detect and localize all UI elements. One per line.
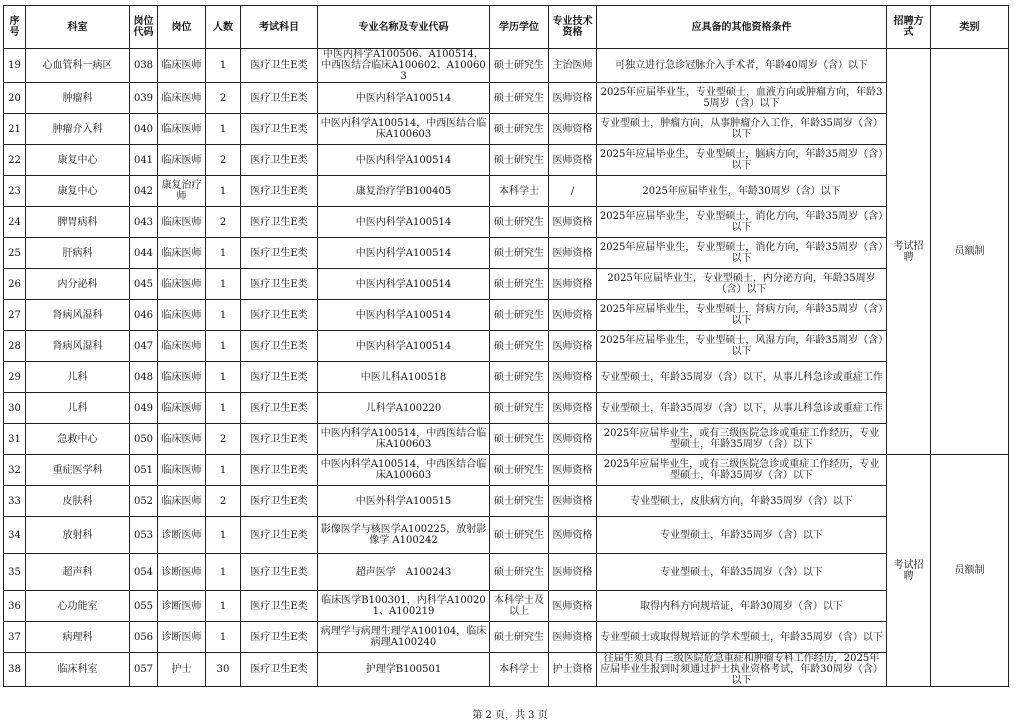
cell-qualification: 医师资格 [549,238,597,269]
table-row [4,653,1009,687]
cell-major: 护理学B100501 [318,653,490,687]
cell-row-index: 35 [4,554,26,591]
cell-qualification: 医师资格 [549,207,597,238]
cell-headcount: 1 [206,300,241,331]
cell-method-merged: 考试招聘 [887,49,931,455]
cell-major: 中医内科学A100514，中西医结合临床A100603 [318,455,490,486]
cell-department: 临床科室 [26,653,130,687]
cell-category-merged: 员额制 [931,49,1009,455]
table-row [4,114,1009,145]
cell-post: 诊断医师 [158,554,206,591]
cell-degree: 硕士研究生 [490,145,549,176]
cell-requirements: 专业型硕士，年龄35周岁（含）以下，从事儿科急诊或重症工作 [597,393,887,424]
cell-department: 重症医学科 [26,455,130,486]
cell-headcount: 2 [206,83,241,114]
cell-post: 临床医师 [158,362,206,393]
cell-headcount: 1 [206,393,241,424]
cell-qualification: 医师资格 [549,591,597,622]
cell-exam-subject: 医疗卫生E类 [241,455,318,486]
page-footer: 第 2 页，共 3 页 [472,710,548,721]
cell-department: 肝病科 [26,238,130,269]
cell-exam-subject: 医疗卫生E类 [241,83,318,114]
cell-post-code: 039 [130,83,158,114]
cell-qualification: / [549,176,597,207]
cell-department: 超声科 [26,554,130,591]
cell-post: 临床医师 [158,238,206,269]
cell-major: 临床医学B100301，内科学A100201、A100219 [318,591,490,622]
cell-headcount: 1 [206,114,241,145]
header-col-department: 科室 [26,6,130,49]
cell-major: 中医内科学A100506、A100514，中西医结合临床A100602、A100603 [318,49,490,83]
table-row [4,83,1009,114]
cell-department: 肿瘤科 [26,83,130,114]
table-row [4,486,1009,517]
cell-post-code: 038 [130,49,158,83]
cell-major: 康复治疗学B100405 [318,176,490,207]
cell-post-code: 055 [130,591,158,622]
cell-method-merged: 考试招聘 [887,455,931,687]
cell-post: 临床医师 [158,424,206,455]
cell-post-code: 044 [130,238,158,269]
cell-row-index: 33 [4,486,26,517]
cell-requirements: 2025年应届毕业生，专业型硕士，血液方向或肿瘤方向，年龄35周岁（含）以下 [597,83,887,114]
cell-post-code: 042 [130,176,158,207]
cell-qualification: 医师资格 [549,455,597,486]
cell-post-code: 053 [130,517,158,554]
cell-post-code: 043 [130,207,158,238]
cell-degree: 硕士研究生 [490,49,549,83]
table-row [4,300,1009,331]
cell-qualification: 医师资格 [549,269,597,300]
cell-department: 心血管科一病区 [26,49,130,83]
cell-degree: 硕士研究生 [490,424,549,455]
cell-headcount: 2 [206,145,241,176]
table-row [4,207,1009,238]
cell-major: 中医外科学A100515 [318,486,490,517]
cell-post: 护士 [158,653,206,687]
cell-row-index: 32 [4,455,26,486]
cell-department: 病理科 [26,622,130,653]
cell-row-index: 27 [4,300,26,331]
table-row [4,591,1009,622]
cell-row-index: 24 [4,207,26,238]
cell-exam-subject: 医疗卫生E类 [241,145,318,176]
cell-post: 临床医师 [158,49,206,83]
cell-post: 临床医师 [158,486,206,517]
cell-qualification: 医师资格 [549,517,597,554]
cell-post: 诊断医师 [158,591,206,622]
cell-requirements: 取得内科方向规培证，年龄30周岁（含）以下 [597,591,887,622]
cell-exam-subject: 医疗卫生E类 [241,331,318,362]
cell-major: 中医内科学A100514 [318,145,490,176]
cell-qualification: 医师资格 [549,424,597,455]
cell-qualification: 医师资格 [549,114,597,145]
cell-headcount: 1 [206,362,241,393]
cell-major: 中医内科学A100514 [318,207,490,238]
cell-degree: 硕士研究生 [490,238,549,269]
cell-headcount: 1 [206,238,241,269]
cell-major: 中医内科学A100514，中西医结合临床A100603 [318,424,490,455]
cell-post-code: 056 [130,622,158,653]
cell-post: 康复治疗师 [158,176,206,207]
cell-headcount: 2 [206,424,241,455]
table-row [4,49,1009,83]
cell-headcount: 1 [206,455,241,486]
table-row [4,622,1009,653]
cell-headcount: 1 [206,622,241,653]
cell-headcount: 30 [206,653,241,687]
cell-degree: 硕士研究生 [490,114,549,145]
cell-post-code: 049 [130,393,158,424]
cell-major: 中医内科学A100514 [318,331,490,362]
header-col-post-code: 岗位代码 [130,6,158,49]
cell-post-code: 050 [130,424,158,455]
cell-exam-subject: 医疗卫生E类 [241,49,318,83]
cell-row-index: 23 [4,176,26,207]
cell-row-index: 25 [4,238,26,269]
cell-requirements: 专业型硕士，年龄35周岁（含）以下 [597,554,887,591]
cell-major: 病理学与病理生理学A100104，临床病理A100240 [318,622,490,653]
cell-degree: 硕士研究生 [490,393,549,424]
cell-department: 康复中心 [26,176,130,207]
header-col-degree: 学历学位 [490,6,549,49]
cell-post: 临床医师 [158,114,206,145]
cell-requirements: 专业型硕士，肿瘤方向，从事肿瘤介入工作，年龄35周岁（含）以下 [597,114,887,145]
cell-degree: 硕士研究生 [490,362,549,393]
cell-requirements: 2025年应届毕业生，专业型硕士，脑病方向，年龄35周岁（含）以下 [597,145,887,176]
cell-major: 影像医学与核医学A100225，放射影像学 A100242 [318,517,490,554]
cell-post: 诊断医师 [158,622,206,653]
cell-post: 诊断医师 [158,517,206,554]
header-col-requirements: 应具备的其他资格条件 [597,6,887,49]
cell-department: 放射科 [26,517,130,554]
cell-headcount: 1 [206,269,241,300]
cell-degree: 硕士研究生 [490,300,549,331]
cell-requirements: 专业型硕士，年龄35周岁（含）以下 [597,517,887,554]
cell-degree: 本科学士 [490,176,549,207]
cell-requirements: 2025年应届毕业生，专业型硕士，消化方向，年龄35周岁（含）以下 [597,207,887,238]
cell-department: 肾病风湿科 [26,331,130,362]
cell-headcount: 1 [206,591,241,622]
cell-requirements: 2025年应届毕业生，或有三级医院急诊或重症工作经历，专业型硕士，年龄35周岁（含）以下 [597,455,887,486]
cell-qualification: 医师资格 [549,145,597,176]
cell-requirements: 专业型硕士，年龄35周岁（含）以下，从事儿科急诊或重症工作 [597,362,887,393]
cell-major: 中医内科学A100514 [318,238,490,269]
cell-major: 中医内科学A100514 [318,300,490,331]
cell-degree: 硕士研究生 [490,207,549,238]
table-row [4,176,1009,207]
cell-department: 内分泌科 [26,269,130,300]
cell-degree: 硕士研究生 [490,83,549,114]
table-row [4,393,1009,424]
cell-post-code: 051 [130,455,158,486]
cell-department: 心功能室 [26,591,130,622]
cell-department: 急救中心 [26,424,130,455]
cell-qualification: 医师资格 [549,393,597,424]
cell-requirements: 专业型硕士或取得规培证的学术型硕士，年龄35周岁（含）以下 [597,622,887,653]
cell-degree: 硕士研究生 [490,622,549,653]
cell-exam-subject: 医疗卫生E类 [241,238,318,269]
cell-requirements: 2025年应届毕业生，或有三级医院急诊或重症工作经历，专业型硕士，年龄35周岁（含）以下 [597,424,887,455]
cell-post: 临床医师 [158,455,206,486]
cell-qualification: 医师资格 [549,486,597,517]
header-col-major: 专业名称及专业代码 [318,6,490,49]
cell-row-index: 38 [4,653,26,687]
cell-headcount: 2 [206,207,241,238]
cell-row-index: 20 [4,83,26,114]
header-col-index: 序号 [4,6,26,49]
cell-major: 中医内科学A100514 [318,83,490,114]
cell-requirements: 可独立进行急诊冠脉介入手术者，年龄40周岁（含）以下 [597,49,887,83]
cell-row-index: 30 [4,393,26,424]
cell-row-index: 37 [4,622,26,653]
table-row [4,331,1009,362]
cell-department: 儿科 [26,362,130,393]
cell-major: 中医儿科A100518 [318,362,490,393]
cell-exam-subject: 医疗卫生E类 [241,554,318,591]
cell-exam-subject: 医疗卫生E类 [241,622,318,653]
table-row [4,554,1009,591]
cell-post-code: 040 [130,114,158,145]
cell-department: 肿瘤介入科 [26,114,130,145]
cell-exam-subject: 医疗卫生E类 [241,300,318,331]
cell-headcount: 1 [206,517,241,554]
cell-post-code: 054 [130,554,158,591]
cell-exam-subject: 医疗卫生E类 [241,207,318,238]
cell-qualification: 医师资格 [549,331,597,362]
cell-post-code: 057 [130,653,158,687]
cell-exam-subject: 医疗卫生E类 [241,424,318,455]
cell-row-index: 31 [4,424,26,455]
cell-degree: 硕士研究生 [490,331,549,362]
cell-post-code: 045 [130,269,158,300]
header-col-post: 岗位 [158,6,206,49]
cell-requirements: 2025年应届毕业生，专业型硕士，肾病方向，年龄35周岁（含）以下 [597,300,887,331]
cell-exam-subject: 医疗卫生E类 [241,591,318,622]
cell-degree: 硕士研究生 [490,486,549,517]
cell-row-index: 29 [4,362,26,393]
table-body [4,49,1009,687]
cell-department: 皮肤科 [26,486,130,517]
header-col-count: 人数 [206,6,241,49]
cell-post: 临床医师 [158,145,206,176]
cell-qualification: 医师资格 [549,83,597,114]
cell-post: 临床医师 [158,331,206,362]
cell-department: 康复中心 [26,145,130,176]
header-col-exam-subject: 考试科目 [241,6,318,49]
cell-post-code: 048 [130,362,158,393]
cell-degree: 本科学士及以上 [490,591,549,622]
cell-post-code: 047 [130,331,158,362]
header-col-qualification: 专业技术资格 [549,6,597,49]
cell-qualification: 医师资格 [549,554,597,591]
cell-post: 临床医师 [158,300,206,331]
recruitment-table [3,5,1009,687]
cell-major: 儿科学A100220 [318,393,490,424]
cell-degree: 本科学士 [490,653,549,687]
table-row [4,362,1009,393]
table-row [4,424,1009,455]
cell-row-index: 36 [4,591,26,622]
cell-degree: 硕士研究生 [490,455,549,486]
cell-exam-subject: 医疗卫生E类 [241,362,318,393]
cell-exam-subject: 医疗卫生E类 [241,176,318,207]
cell-department: 儿科 [26,393,130,424]
cell-degree: 硕士研究生 [490,517,549,554]
cell-qualification: 医师资格 [549,362,597,393]
cell-row-index: 21 [4,114,26,145]
cell-requirements: 往届生须具有三级医院危急重症和肿瘤专科工作经历，2025年应届毕业生报到时须通过护士执业资格考试，年龄30周岁（含）以下 [597,653,887,687]
table-row [4,455,1009,486]
cell-headcount: 1 [206,331,241,362]
cell-post: 临床医师 [158,207,206,238]
cell-headcount: 1 [206,176,241,207]
cell-exam-subject: 医疗卫生E类 [241,486,318,517]
cell-exam-subject: 医疗卫生E类 [241,114,318,145]
cell-degree: 硕士研究生 [490,269,549,300]
cell-row-index: 26 [4,269,26,300]
header-col-category: 类别 [931,6,1009,49]
table-row [4,238,1009,269]
cell-major: 超声医学 A100243 [318,554,490,591]
cell-exam-subject: 医疗卫生E类 [241,393,318,424]
cell-requirements: 2025年应届毕业生，年龄30周岁（含）以下 [597,176,887,207]
cell-requirements: 2025年应届毕业生，专业型硕士，风湿方向，年龄35周岁（含）以下 [597,331,887,362]
table-row [4,269,1009,300]
cell-requirements: 2025年应届毕业生，专业型硕士，内分泌方向，年龄35周岁（含）以下 [597,269,887,300]
cell-department: 脾胃病科 [26,207,130,238]
cell-qualification: 医师资格 [549,622,597,653]
cell-qualification: 主治医师 [549,49,597,83]
cell-headcount: 1 [206,554,241,591]
cell-qualification: 医师资格 [549,300,597,331]
cell-post: 临床医师 [158,393,206,424]
cell-headcount: 2 [206,486,241,517]
cell-department: 肾病风湿科 [26,300,130,331]
cell-category-merged: 员额制 [931,455,1009,687]
cell-exam-subject: 医疗卫生E类 [241,517,318,554]
cell-degree: 硕士研究生 [490,554,549,591]
cell-post: 临床医师 [158,83,206,114]
cell-post-code: 041 [130,145,158,176]
cell-row-index: 28 [4,331,26,362]
cell-post: 临床医师 [158,269,206,300]
cell-qualification: 护士资格 [549,653,597,687]
cell-exam-subject: 医疗卫生E类 [241,269,318,300]
table-row [4,517,1009,554]
cell-headcount: 1 [206,49,241,83]
cell-requirements: 专业型硕士，皮肤病方向，年龄35周岁（含）以下 [597,486,887,517]
cell-post-code: 046 [130,300,158,331]
cell-post-code: 052 [130,486,158,517]
cell-row-index: 19 [4,49,26,83]
cell-row-index: 34 [4,517,26,554]
cell-row-index: 22 [4,145,26,176]
header-row [4,6,1009,49]
cell-major: 中医内科学A100514 [318,269,490,300]
cell-exam-subject: 医疗卫生E类 [241,653,318,687]
table-row [4,145,1009,176]
header-col-method: 招聘方式 [887,6,931,49]
cell-requirements: 2025年应届毕业生，专业型硕士，消化方向，年龄35周岁（含）以下 [597,238,887,269]
cell-major: 中医内科学A100514，中西医结合临床A100603 [318,114,490,145]
